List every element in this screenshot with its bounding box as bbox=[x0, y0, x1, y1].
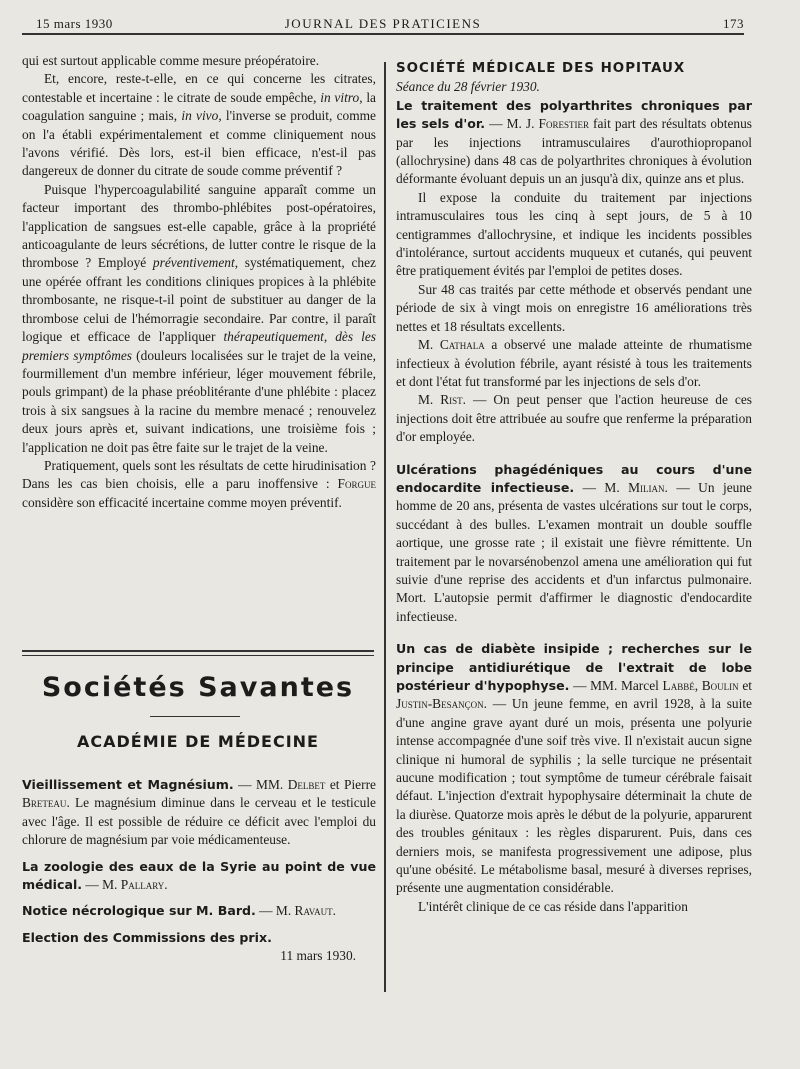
paragraph: Et, encore, reste-t-elle, en ce qui concerne les citrates, contestable et incertaine : le citrate de soude empêche, in vitro, la coagulation sanguine ; mais, in vivo, l'inverse se produit, comme on l'a établi expérimentalement et comme cliniquement nous l'avons vérifié. Dès lors, est-il bien efficace, n'est-il pas dangereux de donner du citrate de soude comme préventif ? bbox=[22, 71, 376, 179]
academie-entries bbox=[22, 776, 376, 966]
paragraph: M. Cathala a observé une malade atteinte de rhumatisme infectieux à évolution fébrile, ayant résisté à tous les traitements et dont l'état fut transformé par les injections de sels d'or. bbox=[396, 337, 752, 389]
section-title: SOCIÉTÉ MÉDICALE DES HOPITAUX bbox=[396, 61, 686, 76]
paragraph: qui est surtout applicable comme mesure préopératoire. bbox=[22, 53, 320, 68]
section-rule bbox=[22, 650, 374, 652]
section-title: Sociétés Savantes bbox=[41, 672, 355, 703]
entry: La zoologie des eaux de la Syrie au point de vue médical. — M. Pallary. bbox=[22, 858, 376, 893]
paragraph: Pratiquement, quels sont les résultats de cette hirudinisation ? Dans les cas bien choisis, elle a paru inoffensive : Forgue considère son efficacité incertaine comme moyen préventif. bbox=[22, 457, 376, 510]
title-rule bbox=[150, 716, 240, 717]
section-rule bbox=[22, 655, 374, 656]
entry: Un cas de diabète insipide ; recherches sur le principe antidiurétique de l'extrait de lobe postérieur d'hypophyse. — MM. Marcel Labbé, Boulin et Justin-Besançon. — Un jeune femme, en avril 1928, à la suite d'une angine grave ayant duré un mois, présenta une polyurie intense accompagnée d'une soif très vive. Il n'existait aucun signe clinique ni humoral de syphilis ; la selle turcique ne présentait aucune modification ; tout symptôme de tumeur cérébrale faisait défaut. L'injection d'extrait hypophysaire déterminait la chute de la diurèse. Quatorze mois après le début de la polyurie, apparurent des troubles génitaux : les règles disparurent. Puis, dans ces derniers mois, se manifesta progressivement une adipose, plus qu'une obésité. Le métabolisme basal, mesuré à diverses reprises, présente une augmentation considérable. bbox=[396, 641, 753, 896]
entry: Le traitement des polyarthrites chroniques par les sels d'or. — M. J. Forestier fait part des résultats obtenus par les injections intramusculaires d'aurothiopropanol (allochrysine) dans 48 cas de polyarthrites chroniques à évolution déformante évoluant depuis un an jusqu'à dix, quinze ans et plus. bbox=[396, 97, 753, 187]
paragraph: Il expose la conduite du traitement par injections intramusculaires tous les cinq à sept jours, de 5 à 10 centigrammes d'allochrysine, et indique les incidents possibles d'intolérance, surtout accidents muqueux et cutanés, qui peuvent être pratiquement évités par l'emploi de petites doses. bbox=[396, 189, 752, 279]
entry: Notice nécrologique sur M. Bard. — M. Ravaut. bbox=[22, 903, 336, 919]
paragraph: L'intérêt clinique de ce cas réside dans l'apparition bbox=[418, 898, 688, 914]
issue-date: 15 mars 1930 bbox=[36, 16, 113, 31]
right-column bbox=[396, 60, 752, 916]
entry: Election des Commissions des prix. bbox=[22, 929, 272, 945]
page-header bbox=[22, 12, 744, 32]
left-column bbox=[22, 52, 376, 512]
paragraph: Sur 48 cas traités par cette méthode et observés pendant une période de six à vingt mois on enregistre 16 améliorations très nettes et 18 résultats excellents. bbox=[396, 281, 752, 334]
entry-date: 11 mars 1930. bbox=[280, 948, 356, 964]
header-rule bbox=[22, 33, 744, 35]
entry: Vieillissement et Magnésium. — MM. Delbet et Pierre Breteau. Le magnésium diminue dans le cerveau et le testicule avec l'âge. Il est possible de réduire ce déficit avec l'emploi du chlorure de magnésium par voie médicamenteuse. bbox=[22, 777, 376, 848]
subsection-title: ACADÉMIE DE MÉDECINE bbox=[77, 732, 319, 751]
session-date: Séance du 28 février 1930. bbox=[396, 79, 540, 95]
journal-title: JOURNAL DES PRATICIENS bbox=[284, 16, 482, 31]
column-divider bbox=[384, 62, 386, 992]
paragraph: Puisque l'hypercoagulabilité sanguine apparaît comme un facteur important des thrombo-phlébites post-opératoires, l'application de sangsues est-elle capable, grâce à la propriété anticoagulante de leurs sécrétions, de lutter contre le risque de la thrombose ? Employé préventivement, systématiquement, chez une opérée offrant les conditions cliniques propices à la phlébite thrombosante, ne risque-t-il point de substituer au danger de la thrombose celui de l'hémorragie secondaire. Par contre, il paraît logique et efficace de l'appliquer thérapeutiquement, dès les premiers symptômes (douleurs localisées sur le trajet de la veine, fourmillement d'un membre inférieur, léger mouvement fébrile, pouls grimpant) de la phase préoblitérante d'une phlébite : placez trois à six sangsues à la racine du membre menacé ; renouvelez deux jours après et, suivant indications, une troisième fois ; l'application ne doit pas être faite sur le trajet de la veine. bbox=[22, 181, 377, 455]
page-number: 173 bbox=[723, 16, 744, 31]
entry: Ulcérations phagédéniques au cours d'une endocardite infectieuse. — M. Milian. — Un jeune homme de 20 ans, présenta de vastes ulcérations sur tout le corps, succédant à des bulles. L'examen montrait un double souffle aortique, une grosse rate ; il existait une fièvre rémittente. Un traitement par le novarsénobenzol amena une amélioration qui fut suivie d'une reprise des accidents et d'un infarctus pulmonaire. Mort. L'autopsie permit d'affirmer le diagnostic d'endocardite infectieuse. bbox=[396, 461, 752, 624]
paragraph: M. Rist. — On peut penser que l'action heureuse de ces injections doit être attribuée au soufre que renferme la préparation d'or employée. bbox=[396, 392, 752, 445]
